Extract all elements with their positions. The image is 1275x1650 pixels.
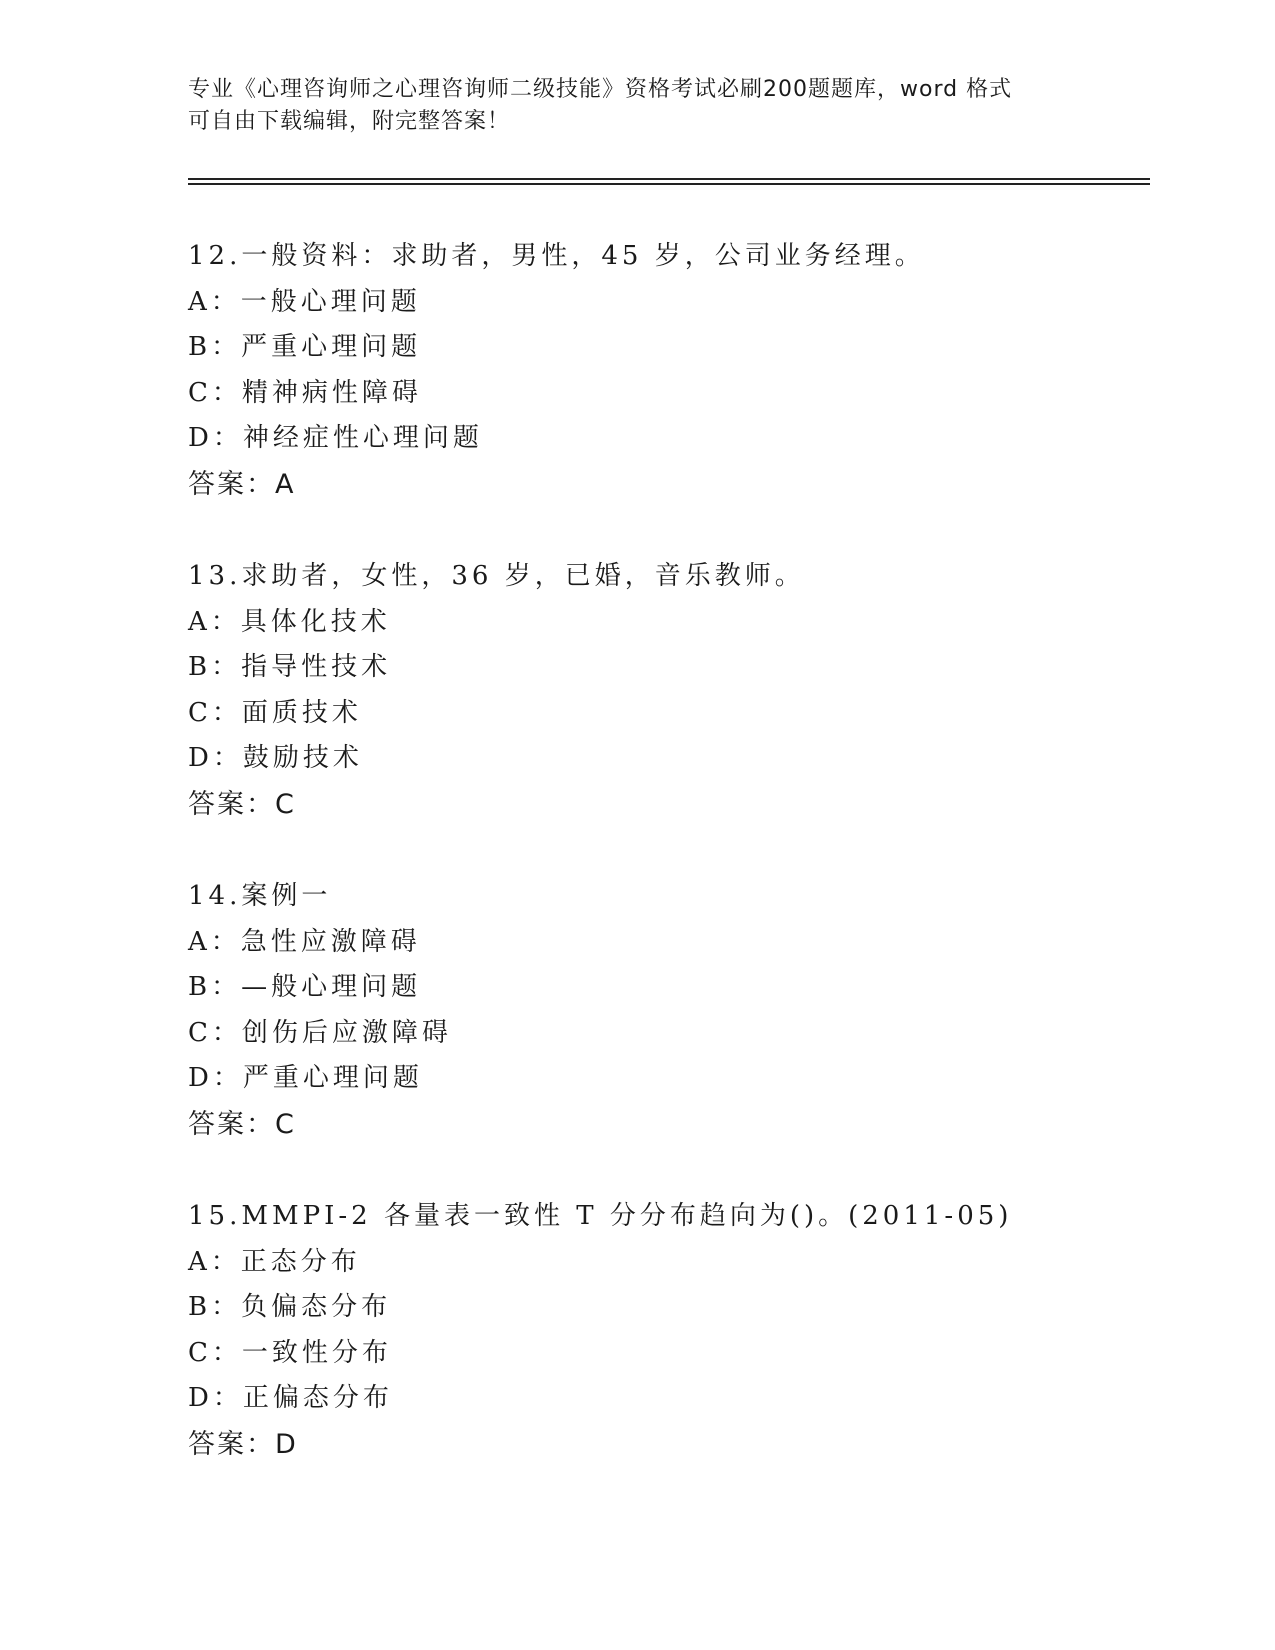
option-c: C：面质技术 <box>188 697 362 728</box>
option-c: C：一致性分布 <box>188 1337 392 1368</box>
option-b: B：指导性技术 <box>188 652 392 682</box>
header-line-1: 专业《心理咨询师之心理咨询师二级技能》资格考试必刷200题题库，word 格式 <box>188 77 1013 102</box>
option-a: A：一般心理问题 <box>188 286 421 317</box>
option-a: A：具体化技术 <box>188 606 391 637</box>
document-header <box>188 74 1088 138</box>
option-d: D：严重心理问题 <box>188 1063 423 1093</box>
option-d: D：神经症性心理问题 <box>188 423 483 453</box>
question-stem: 15.MMPI-2 各量表一致性 T 分分布趋向为()。(2011-05) <box>188 1201 1013 1231</box>
option-d: D：鼓励技术 <box>188 743 363 773</box>
question-13 <box>188 554 1148 874</box>
question-stem: 12.一般资料：求助者，男性，45 岁，公司业务经理。 <box>188 241 925 271</box>
question-12 <box>188 234 1148 554</box>
option-d: D：正偏态分布 <box>188 1383 393 1413</box>
option-c: C：创伤后应激障碍 <box>188 1017 452 1048</box>
option-c: C：精神病性障碍 <box>188 377 422 408</box>
header-divider-bottom <box>188 183 1150 185</box>
question-14 <box>188 874 1148 1194</box>
option-b: B：负偏态分布 <box>188 1292 392 1322</box>
option-a: A：正态分布 <box>188 1246 361 1277</box>
question-15 <box>188 1194 1148 1514</box>
answer-line: 答案：C <box>188 788 296 820</box>
header-line-2: 可自由下载编辑，附完整答案！ <box>188 109 511 134</box>
question-stem: 13.求助者，女性，36 岁，已婚，音乐教师。 <box>188 561 805 591</box>
answer-line: 答案：D <box>188 1428 298 1460</box>
header-divider-top <box>188 178 1150 180</box>
answer-line: 答案：A <box>188 468 296 500</box>
question-stem: 14.案例一 <box>188 881 332 911</box>
question-list <box>188 234 1148 1514</box>
option-a: A：急性应激障碍 <box>188 926 421 957</box>
option-b: B：严重心理问题 <box>188 332 422 362</box>
option-b: B：—般心理问题 <box>188 972 422 1002</box>
answer-line: 答案：C <box>188 1108 296 1140</box>
